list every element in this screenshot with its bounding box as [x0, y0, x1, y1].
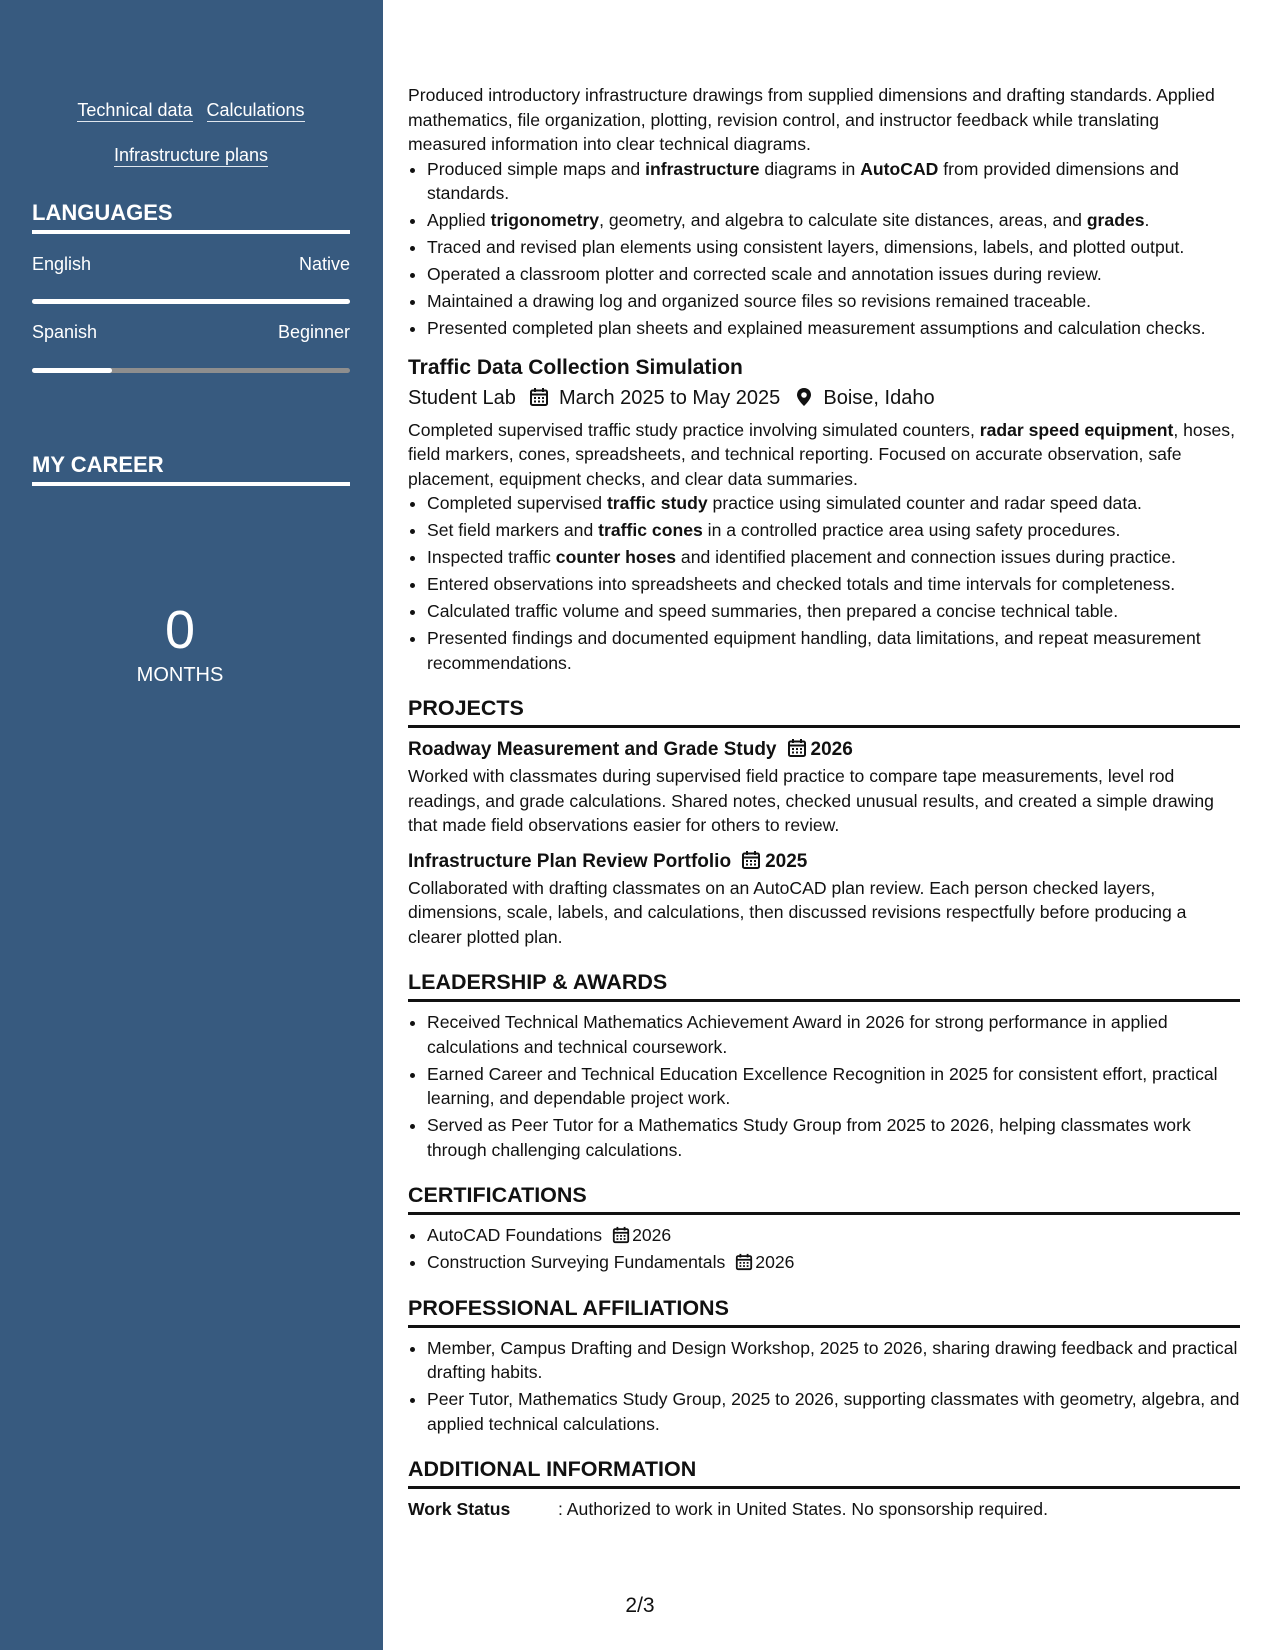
language-proficiency-fill [32, 368, 112, 373]
certifications-list [408, 1223, 1240, 1275]
calendar-icon [529, 387, 549, 407]
job-location: Boise, Idaho [823, 386, 935, 409]
list-item: • Maintained a drawing log and organized source files so revisions remained traceable. [427, 289, 1240, 314]
list-item: • Presented findings and documented equipment handling, data limitations, and repeat measurement recommendations. [427, 626, 1240, 675]
calendar-icon [735, 1253, 753, 1271]
project-description: Collaborated with drafting classmates on an AutoCAD plan review. Each person checked layers, dimensions, scale, labels, and calculations, then discussed revisions respectfully before producing a clearer plotted plan. [408, 877, 1187, 947]
list-item: • Received Technical Mathematics Achievement Award in 2026 for strong performance in applied calculations and technical coursework. [427, 1010, 1240, 1059]
page-number: 2/3 [625, 1594, 655, 1617]
list-item: • Earned Career and Technical Education Excellence Recognition in 2025 for consistent effort, practical learning, and dependable project work. [427, 1062, 1240, 1111]
list-item: • Produced simple maps and infrastructure diagrams in AutoCAD from provided dimensions and standards. [427, 157, 1240, 206]
certification-name: Construction Surveying Fundamentals [427, 1252, 726, 1272]
list-item: • Served as Peer Tutor for a Mathematics Study Group from 2025 to 2026, helping classmates work through challenging calculations. [427, 1113, 1240, 1162]
leadership-list [408, 1010, 1240, 1162]
list-item: • Applied trigonometry, geometry, and algebra to calculate site distances, areas, and grades. [427, 208, 1240, 233]
list-item: • Entered observations into spreadsheets and checked totals and time intervals for completeness. [427, 572, 1240, 597]
affiliations-list [408, 1336, 1240, 1437]
work-status-value: : Authorized to work in United States. No sponsorship required. [558, 1499, 1048, 1519]
calendar-icon [787, 738, 807, 758]
job-company: Student Lab [408, 386, 516, 409]
job-bullets [408, 157, 1240, 341]
language-name: Spanish [32, 322, 98, 342]
job-meta [408, 383, 1240, 413]
list-item: • Set field markers and traffic cones in a controlled practice area using safety procedures. [427, 518, 1240, 543]
skill-tag: Infrastructure plans [113, 145, 269, 165]
job-dates: March 2025 to May 2025 [559, 386, 781, 409]
job-summary: Produced introductory infrastructure drawings from supplied dimensions and drafting standards. Applied mathematics, file organization, plotting, revision control, and instructor feedback while translating measured information into clear technical diagrams. [408, 85, 1215, 154]
language-level: Native [298, 254, 350, 274]
language-name: English [32, 254, 92, 274]
language-row [32, 322, 350, 343]
project-year: 2025 [765, 850, 808, 872]
location-pin-icon [794, 387, 814, 407]
language-proficiency-bar [32, 368, 350, 373]
job-bullets [408, 491, 1240, 675]
list-item [427, 1223, 1240, 1248]
project-year: 2026 [810, 739, 853, 760]
certifications-heading: CERTIFICATIONS [408, 1180, 1240, 1215]
language-level: Beginner [277, 322, 350, 342]
sidebar [0, 0, 383, 1650]
certification-name: AutoCAD Foundations [427, 1225, 603, 1245]
affiliations-heading: PROFESSIONAL AFFILIATIONS [408, 1293, 1240, 1328]
project-title: Roadway Measurement and Grade Study 2026 [408, 739, 853, 760]
skill-tag: Calculations [206, 100, 305, 120]
work-status-label: Work Status [408, 1499, 511, 1519]
language-proficiency-bar [32, 299, 350, 304]
list-item: • Member, Campus Drafting and Design Workshop, 2025 to 2026, sharing drawing feedback and practical drafting habits. [427, 1336, 1240, 1385]
skills-list [32, 88, 350, 178]
calendar-icon [612, 1226, 630, 1244]
additional-heading: ADDITIONAL INFORMATION [408, 1454, 1240, 1489]
projects-heading: PROJECTS [408, 693, 1240, 728]
career-months-unit: MONTHS [136, 664, 224, 686]
job-title: Traffic Data Collection Simulation [408, 355, 743, 379]
list-item: • Presented completed plan sheets and explained measurement assumptions and calculation checks. [427, 316, 1240, 341]
career-months-value: 0 [164, 600, 196, 660]
list-item [427, 1250, 1240, 1275]
skill-tag: Technical data [77, 100, 193, 120]
list-item: • Operated a classroom plotter and corrected scale and annotation issues during review. [427, 262, 1240, 287]
languages-heading: LANGUAGES [32, 200, 350, 234]
language-proficiency-fill [32, 299, 350, 304]
certification-year: 2026 [755, 1252, 795, 1272]
list-item: • Peer Tutor, Mathematics Study Group, 2025 to 2026, supporting classmates with geometry, algebra, and applied technical calculations. [427, 1387, 1240, 1436]
language-row [32, 254, 350, 275]
list-item: • Traced and revised plan elements using consistent layers, dimensions, labels, and plotted output. [427, 235, 1240, 260]
project-title: Infrastructure Plan Review Portfolio 2025 [408, 850, 808, 872]
job-summary: Completed supervised traffic study practice involving simulated counters, radar speed equipment, hoses, field markers, cones, spreadsheets, and technical reporting. Focused on accurate observation, safe placement, equipment checks, and clear data summaries. [408, 419, 1235, 489]
work-status-row [408, 1497, 1240, 1522]
list-item: • Completed supervised traffic study practice using simulated counter and radar speed data. [427, 491, 1240, 516]
certification-year: 2026 [632, 1225, 672, 1245]
list-item: • Inspected traffic counter hoses and identified placement and connection issues during practice. [427, 545, 1240, 570]
main-content [408, 83, 1240, 1522]
list-item: • Calculated traffic volume and speed summaries, then prepared a concise technical table. [427, 599, 1240, 624]
career-heading: MY CAREER [32, 452, 350, 486]
project-description: Worked with classmates during supervised field practice to compare tape measurements, level rod readings, and grade calculations. Shared notes, checked unusual results, and created a simple drawing that made field observations easier for others to review. [408, 766, 1214, 835]
leadership-heading: LEADERSHIP & AWARDS [408, 967, 1240, 1002]
calendar-icon [741, 850, 761, 870]
